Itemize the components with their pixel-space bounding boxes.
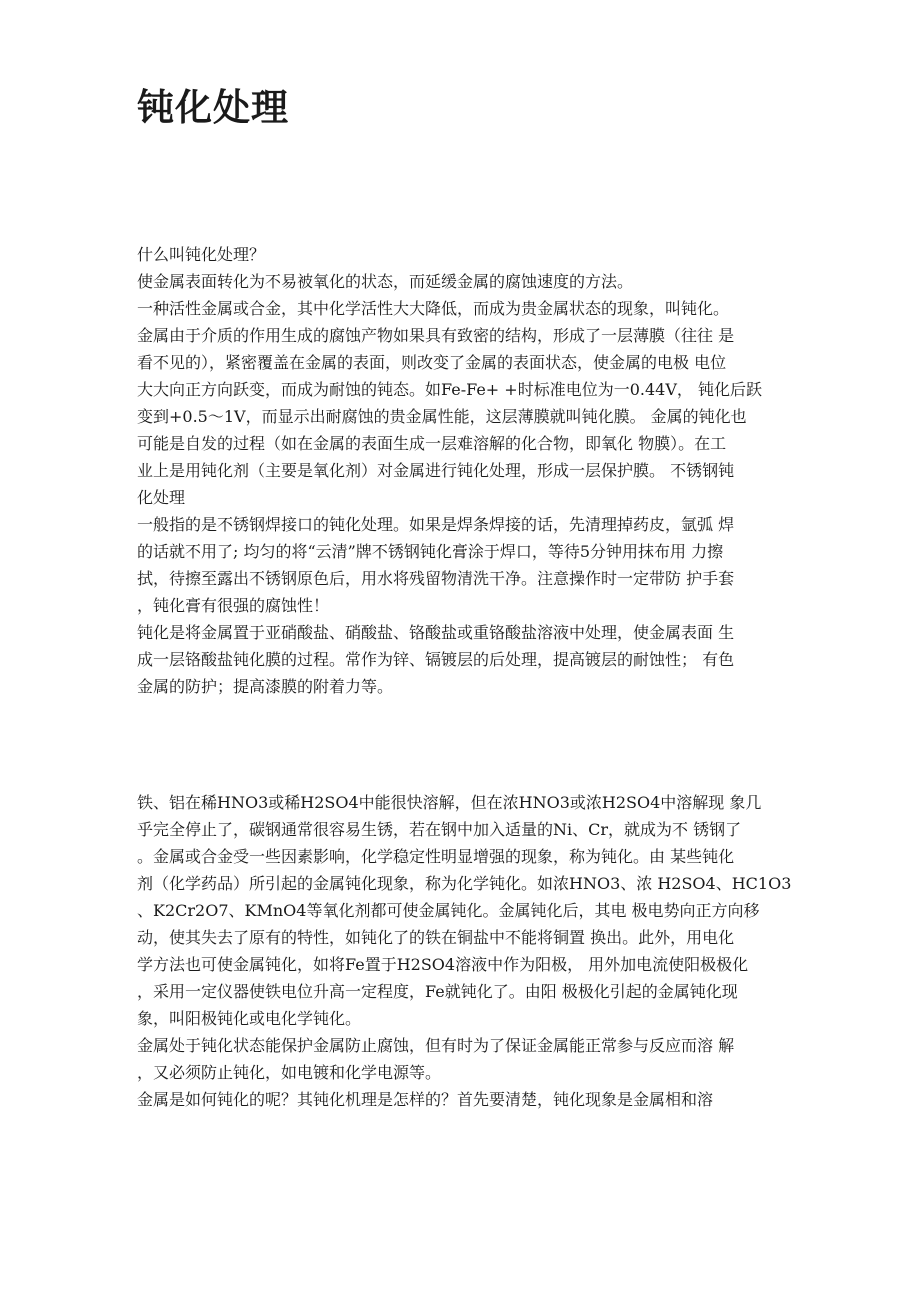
paragraph-line: 。金属或合金受一些因素影响，化学稳定性明显增强的现象，称为钝化。由 某些钝化 bbox=[137, 847, 735, 866]
paragraph-line: 金属的防护；提高漆膜的附着力等。 bbox=[137, 677, 394, 696]
paragraph-line: ，又必须防止钝化，如电镀和化学电源等。 bbox=[137, 1063, 442, 1082]
paragraph-line: 大大向正方向跃变，而成为耐蚀的钝态。如Fe-Fe+ +时标准电位为一0.44V， 钝化后跃 bbox=[137, 380, 762, 399]
paragraph-line: 学方法也可使金属钝化，如将Fe置于H2SO4溶液中作为阳极， 用外加电流使阳极极化 bbox=[137, 955, 749, 974]
paragraph-line: 拭，待擦至露出不锈钢原色后，用水将残留物清洗干净。注意操作时一定带防 护手套 bbox=[137, 569, 735, 588]
paragraph-line: 一般指的是不锈钢焊接口的钝化处理。如果是焊条焊接的话，先清理掉药皮，氩弧 焊 bbox=[137, 515, 735, 534]
paragraph-line: 象，叫阳极钝化或电化学钝化。 bbox=[137, 1009, 362, 1028]
paragraph-line: 、K2Cr2O7、KMnO4等氧化剂都可使金属钝化。金属钝化后，其电 极电势向正方向移 bbox=[137, 901, 760, 920]
paragraph-line: 变到+0.5～1V，而显示出耐腐蚀的贵金属性能，这层薄膜就叫钝化膜。 金属的钝化也 bbox=[137, 407, 747, 426]
paragraph-line: 金属处于钝化状态能保护金属防止腐蚀，但有时为了保证金属能正常参与反应而溶 解 bbox=[137, 1036, 735, 1055]
paragraph-line: 铁、铝在稀HNO3或稀H2SO4中能很快溶解，但在浓HNO3或浓H2SO4中溶解现 象几 bbox=[137, 793, 762, 812]
paragraph-line: ，钝化膏有很强的腐蚀性！ bbox=[137, 596, 330, 615]
paragraph-line: 乎完全停止了，碳钢通常很容易生锈，若在钢中加入适量的Ni、Cr，就成为不 锈钢了 bbox=[137, 820, 742, 839]
document-title: 钝化处理 bbox=[137, 85, 289, 129]
paragraph-line: 动，使其失去了原有的特性，如钝化了的铁在铜盐中不能将铜置 换出。此外，用电化 bbox=[137, 928, 735, 947]
paragraph-line: 可能是自发的过程（如在金属的表面生成一层难溶解的化合物，即氧化 物膜）。在工 bbox=[137, 434, 727, 453]
paragraph-line: 金属由于介质的作用生成的腐蚀产物如果具有致密的结构，形成了一层薄膜（往往 是 bbox=[137, 326, 735, 345]
paragraph-line: 一种活性金属或合金，其中化学活性大大降低，而成为贵金属状态的现象，叫钝化。 bbox=[137, 299, 730, 318]
paragraph-line: 看不见的），紧密覆盖在金属的表面，则改变了金属的表面状态，使金属的电极 电位 bbox=[137, 353, 727, 372]
paragraph-line: 业上是用钝化剂（主要是氧化剂）对金属进行钝化处理，形成一层保护膜。 不锈钢钝 bbox=[137, 461, 735, 480]
paragraph-line: 什么叫钝化处理？ bbox=[137, 245, 266, 264]
paragraph-line: 化处理 bbox=[137, 488, 186, 507]
paragraph-line: 剂（化学药品）所引起的金属钝化现象，称为化学钝化。如浓HNO3、浓 H2SO4、HC1O3 bbox=[137, 874, 792, 893]
paragraph-line: 钝化是将金属置于亚硝酸盐、硝酸盐、铬酸盐或重铬酸盐溶液中处理，使金属表面 生 bbox=[137, 623, 735, 642]
paragraph-line: 金属是如何钝化的呢？其钝化机理是怎样的？首先要清楚，钝化现象是金属相和溶 bbox=[137, 1090, 714, 1109]
paragraph-line: 的话就不用了; 均匀的将“云清”牌不锈钢钝化膏涂于焊口，等待5分钟用抹布用 力擦 bbox=[137, 542, 724, 561]
paragraph-line: ，采用一定仪器使铁电位升高一定程度，Fe就钝化了。由阳 极极化引起的金属钝化现 bbox=[137, 982, 738, 1001]
paragraph-line: 使金属表面转化为不易被氧化的状态，而延缓金属的腐蚀速度的方法。 bbox=[137, 272, 634, 291]
paragraph-line: 成一层铬酸盐钝化膜的过程。常作为锌、镉镀层的后处理，提高镀层的耐蚀性； 有色 bbox=[137, 650, 735, 669]
